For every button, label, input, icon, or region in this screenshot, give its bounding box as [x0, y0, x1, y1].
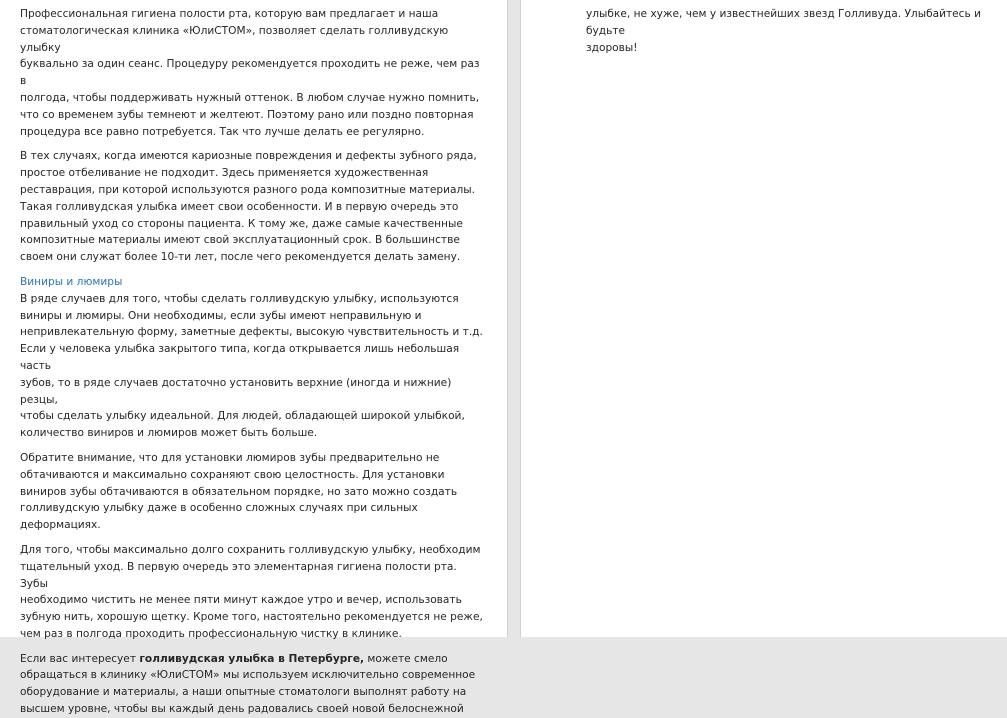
paragraph-veneers: В ряде случаев для того, чтобы сделать голливудскую улыбку, используются виниры и люмиры. Они необходимы, если зубы имеют неправильную и непривлекательную форму, заметные дефекты, высокую чувствительность и т.д. Если у человека улыбка закрытого типа, когда открывается лишь небольшая часть зубов, то в ряде случаев достаточно установить верхние (иногда и нижние) резцы, чтобы сделать улыбку идеальной. Для людей, обладающей широкой улыбкой, количество виниров и люмиров может быть больше.: [20, 292, 483, 440]
paragraph-lumineers: Обратите внимание, что для установки люмиров зубы предварительно не обтачиваются и максимально сохраняют свою целостность. Для установки виниров зубы обтачиваются в обязательном порядке, но зато можно создать голливудскую улыбку даже в особенно сложных случаях при сильных деформациях.: [20, 451, 458, 532]
section-heading-veneers: Виниры и люмиры: [20, 275, 123, 288]
clinic-keyword-bold: голливудская улыбка в Петербурге,: [139, 652, 365, 665]
document-page-right: [520, 0, 1007, 637]
clinic-text-start: Если вас интересует: [20, 652, 140, 665]
paragraph-restoration: В тех случаях, когда имеются кариозные повреждения и дефекты зубного ряда, простое отбеливание не подходит. Здесь применяется художественная реставрация, при которой используются разного рода композитные материалы. Такая голливудская улыбка имеет свои особенности. И в первую очередь это правильный уход со стороны пациента. К тому же, даже самые качественные композитные материалы имеют свой эксплуатационный срок. В большинстве своем они служат более 10-ти лет, после чего рекомендуется делать замену.: [20, 150, 477, 264]
paragraph-care: Для того, чтобы максимально долго сохранить голливудскую улыбку, необходим тщательный уход. В первую очередь это элементарная гигиена полости рта. Зубы необходимо чистить не менее пяти минут каждое утро и вечер, использовать зубную нить, хорошую щетку. Кроме того, настоятельно рекомендуется не реже, чем раз в полгода проходить профессиональную чистку в клинике.: [20, 543, 483, 640]
paragraph-clinic: [20, 651, 487, 718]
paragraph-hygiene: Профессиональная гигиена полости рта, которую вам предлагает и наша стоматологическая клиника «ЮлиСТОМ», позволяет сделать голливудскую улыбку буквально за один сеанс. Процедуру рекомендуется проходить не реже, чем раз в полгода, чтобы поддерживать нужный оттенок. В любом случае нужно помнить, что со временем зубы темнеют и желтеют. Поэтому рано или поздно повторная процедура все равно потребуется. Так что лучше делать ее регулярно.: [20, 8, 480, 138]
clinic-text-rest: можете смело обращаться в клинику «ЮлиСТОМ» мы используем исключительно современное оборудование и материалы, а наши опытные стоматологи выполнят работу на высшем уровне, чтобы вы каждый день радовались своей новой белоснежной: [20, 652, 476, 716]
paragraph-continuation: улыбке, не хуже, чем у известнейших звезд Голливуда. Улыбайтесь и будьте здоровы!: [586, 8, 981, 54]
